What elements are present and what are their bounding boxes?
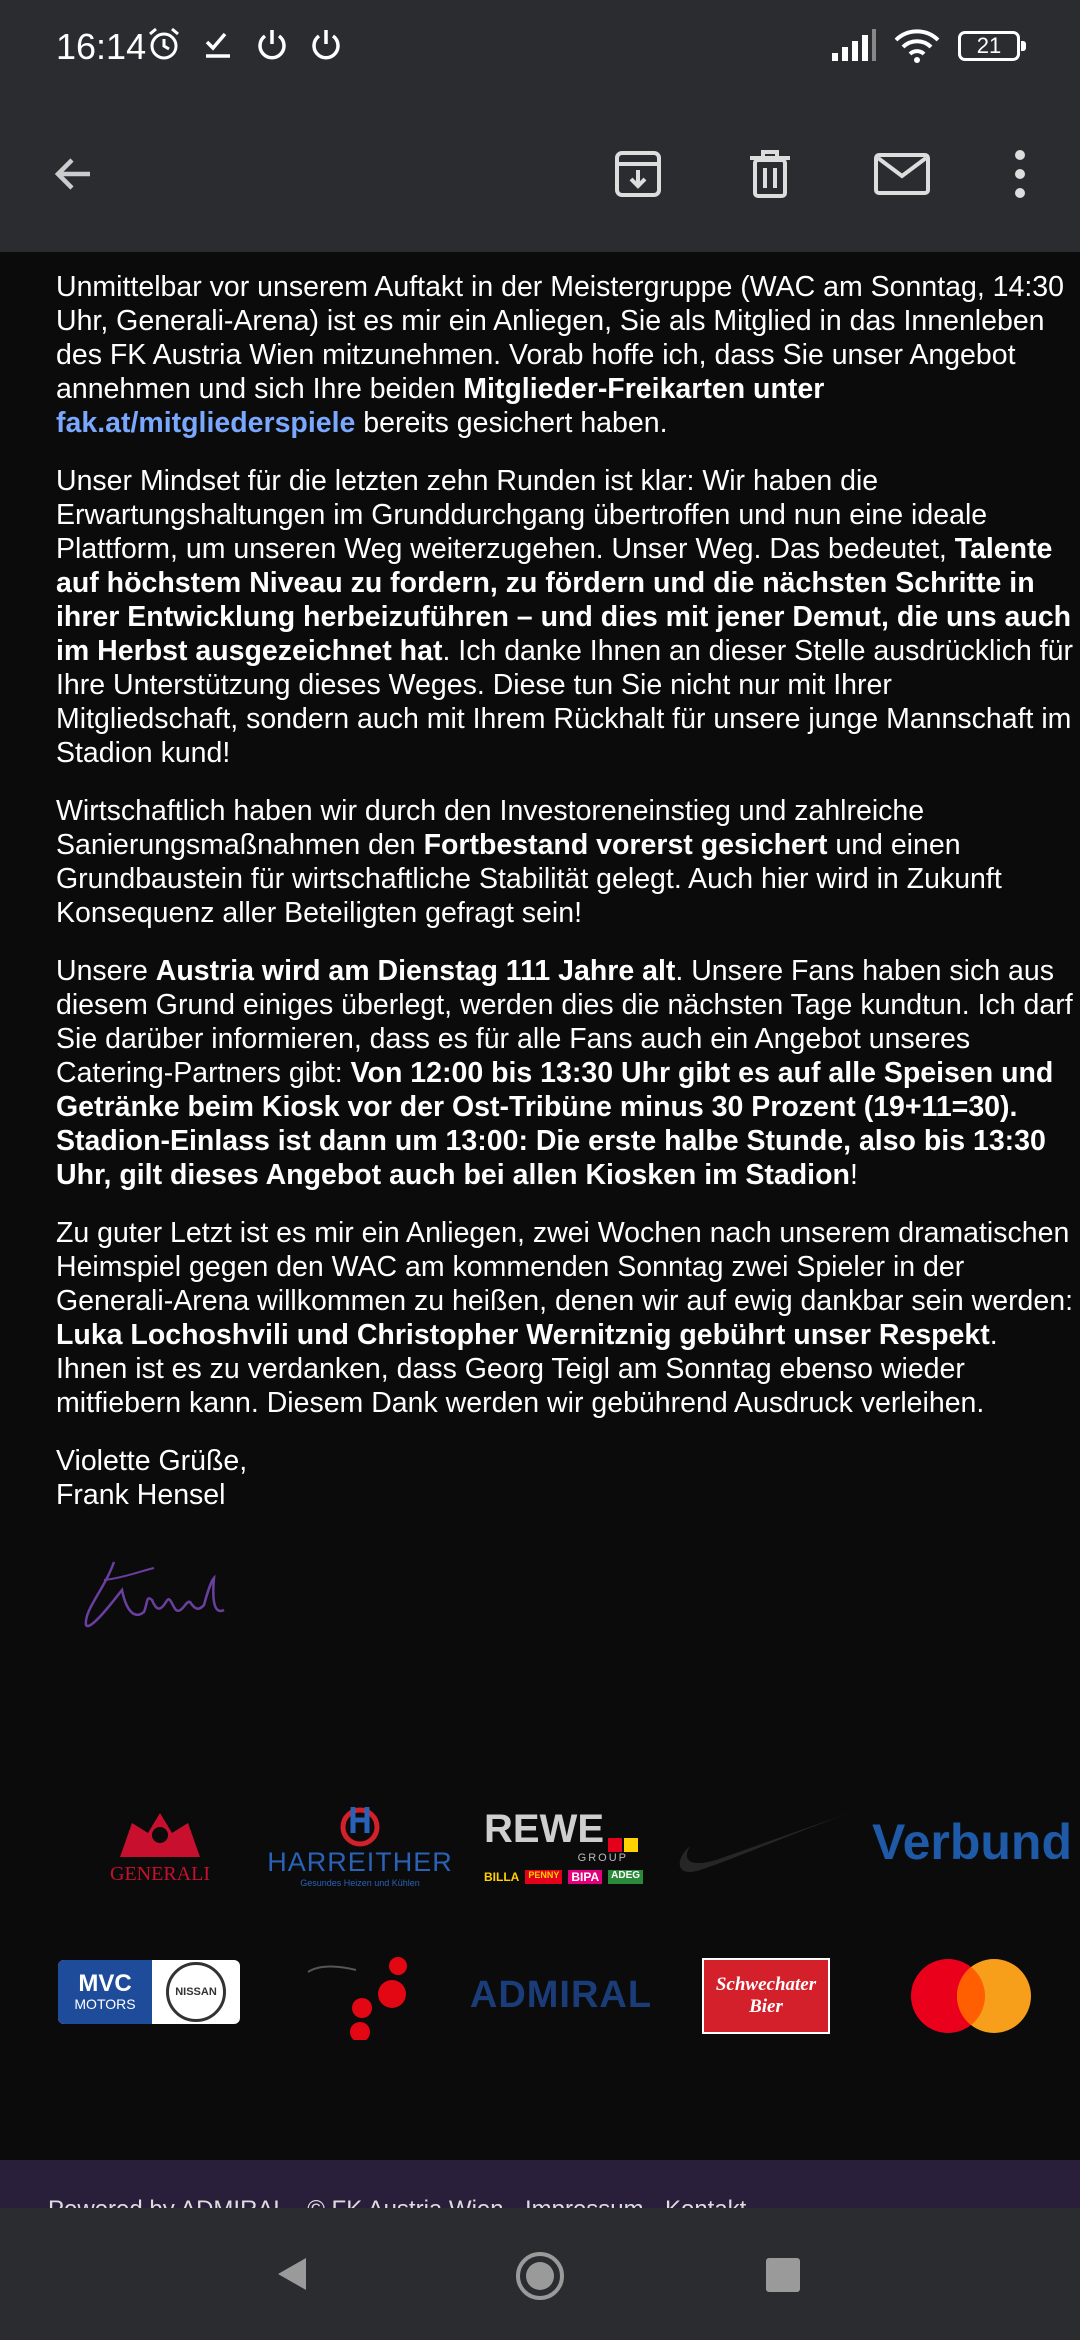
text-span: Unmittelbar vor unserem Auftakt in der Meistergruppe (WAC am Sonntag, 14:30 Uhr, Generali-Arena) ist es mir ein Anliegen, Sie als Mitglied in das Innenleben des FK Austria Wien mitzunehmen. Vorab hoffe ich, dass Sie unser Angebot annehmen und sich Ihre beiden	[56, 271, 1064, 405]
nav-recents-icon[interactable]	[766, 2258, 800, 2292]
task-done-icon	[200, 26, 236, 62]
more-options-button[interactable]	[980, 134, 1060, 214]
nike-swoosh-icon	[676, 1808, 860, 1880]
sender-name: Frank Hensel	[56, 1479, 226, 1511]
harreither-sub-label: Gesundes Heizen und Kühlen	[300, 1877, 420, 1888]
status-time: 16:14	[56, 26, 147, 67]
member-games-link[interactable]: fak.at/mitgliederspiele	[56, 407, 356, 439]
sponsor-admiral[interactable]	[466, 1970, 656, 2020]
greeting: Violette Grüße,	[56, 1445, 248, 1477]
back-button[interactable]	[34, 134, 114, 214]
text-span: Unser Mindset für die letzten zehn Runden ist klar: Wir haben die Erwartungshaltungen im Grunddurchgang übertroffen und nun eine ideale Plattform, um unseren Weg weiterzugehen. Unser Weg. Das bedeutet,	[56, 465, 988, 565]
admiral-label: ADMIRAL	[469, 1973, 653, 2016]
power-icon	[254, 26, 290, 62]
rewe-group-label: GROUP	[577, 1851, 628, 1864]
mvc-label: MVC	[78, 1970, 132, 1997]
bold-text: Von 12:00 bis 13:30 Uhr gibt es auf alle Speisen und Getränke beim Kiosk vor der Ost-Tribüne minus 30 Prozent (19+11=30). Stadion-Einlass ist dann um 13:00: Die erste halbe Stunde, also bis 13:30 Uhr, gilt dieses Angebot auch bei allen Kiosken im Stadion	[56, 1057, 1054, 1191]
sponsor-harreither[interactable]	[267, 1800, 453, 1890]
text-span: Wirtschaftlich haben wir durch den Investoreneinstieg und zahlreiche Sanierungsmaßnahmen den	[56, 795, 925, 861]
motors-label: MOTORS	[74, 1996, 136, 2012]
harreither-label: HARREITHER	[267, 1846, 453, 1877]
nissan-label: NISSAN	[175, 1986, 217, 1998]
bold-text: Luka Lochoshvili und Christopher Wernitznig gebührt unser Respekt	[56, 1319, 990, 1351]
alarm-icon	[146, 26, 182, 62]
text-span: bereits gesichert haben.	[355, 407, 668, 439]
bold-text: Talente auf höchstem Niveau zu fordern, zu fördern und die nächsten Schritte in ihrer Entwicklung herbeizuführen – und dies mit jener Demut, die uns auch im Herbst ausgezeichnet hat	[56, 533, 1072, 667]
lion-icon	[110, 1805, 210, 1863]
text-span: Unsere	[56, 955, 156, 987]
mail-icon	[873, 152, 931, 196]
system-navigation-bar	[0, 2208, 1080, 2340]
bold-text: Austria wird am Dienstag 111 Jahre alt	[155, 955, 676, 987]
sponsor-verbund[interactable]	[872, 1812, 1072, 1872]
bier-label: Bier	[749, 1996, 783, 2017]
text-span: . Ihnen ist es zu verdanken, dass Georg Teigl am Sonntag ebenso wieder mitfiebern kann. Diesem Dank werden wir gebührend Ausdruck verleihen.	[56, 1319, 998, 1419]
email-app-bar	[0, 96, 1080, 252]
sponsor-rewe[interactable]	[484, 1795, 644, 1895]
status-icons-right	[830, 28, 1020, 64]
email-body	[56, 270, 1076, 1536]
text-span: . Unsere Fans haben sich aus diesem Grund einiges überlegt, werden dies die nächsten Tage kundtun. Ich darf Sie darüber informieren, dass es für alle Fans auch ein Angebot unseres Catering-Partners gibt:	[56, 955, 1073, 1089]
mark-unread-button[interactable]	[862, 134, 942, 214]
schwechater-label: Schwechater	[715, 1974, 817, 1995]
bold-text: Mitglieder-Freikarten unter	[463, 373, 825, 405]
billa-label: BILLA	[484, 1869, 520, 1884]
text-span: !	[849, 1159, 858, 1191]
nissan-logo	[166, 1962, 226, 2022]
signature-image	[74, 1550, 244, 1640]
rewe-label: REWE	[484, 1806, 604, 1851]
status-icons-left	[146, 26, 344, 62]
sponsor-mvc-motors[interactable]	[58, 1960, 240, 2024]
generali-label: GENERALI	[110, 1862, 210, 1885]
text-span: . Ich danke Ihnen an dieser Stelle ausdrücklich für Ihre Unterstützung dieses Weges. Diese tun Sie nicht nur mit Ihrer Mitgliedschaft, sondern auch mit Ihrem Rückhalt für unsere junge Mannschaft im Stadion kund!	[56, 635, 1073, 769]
text-span: und einen Grundbaustein für wirtschaftliche Stabilität gelegt. Auch hier wird in Zukunft Konsequenz aller Beteiligten gefragt sein!	[56, 829, 1002, 929]
rewe-brands	[484, 1870, 643, 1884]
archive-button[interactable]	[598, 134, 678, 214]
email-paragraph-4	[56, 954, 1076, 1192]
rewe-squares-icon-2	[624, 1838, 638, 1852]
harreither-logo-icon	[335, 1803, 385, 1847]
wifi-icon	[894, 28, 940, 64]
sponsor-schwechater[interactable]	[702, 1958, 830, 2034]
verbund-label: Verbund	[871, 1814, 1073, 1870]
sponsor-generali[interactable]	[100, 1800, 220, 1890]
penny-label: PENNY	[525, 1870, 562, 1884]
delete-button[interactable]	[730, 134, 810, 214]
nav-back-icon[interactable]	[272, 2254, 312, 2294]
arrow-left-icon	[50, 150, 98, 198]
power-icon-2	[308, 26, 344, 62]
schoeller-dots-icon	[300, 1950, 420, 2040]
email-closing	[56, 1444, 1076, 1512]
battery-indicator: 21	[958, 31, 1020, 61]
rewe-squares-icon	[608, 1838, 622, 1852]
email-paragraph-1	[56, 270, 1076, 440]
text-span: Zu guter Letzt ist es mir ein Anliegen, zwei Wochen nach unserem dramatischen Heimspiel gegen den WAC am kommenden Sonntag zwei Spieler in der Generali-Arena willkommen zu heißen, denen wir auf ewig dankbar sein werden:	[56, 1217, 1074, 1317]
email-paragraph-2	[56, 464, 1076, 770]
bipa-label: BIPA	[568, 1870, 602, 1884]
status-bar	[0, 0, 1080, 96]
archive-icon	[612, 148, 664, 200]
nav-home-icon[interactable]	[514, 2250, 566, 2302]
email-paragraph-3	[56, 794, 1076, 930]
trash-icon	[746, 148, 794, 200]
signal-icon	[830, 29, 876, 63]
mastercard-logo-icon	[910, 1958, 1032, 2034]
bold-text: Fortbestand vorerst gesichert	[423, 829, 828, 861]
email-paragraph-5	[56, 1216, 1076, 1420]
more-vertical-icon	[1012, 149, 1028, 199]
adeg-label: ADEG	[608, 1870, 643, 1884]
